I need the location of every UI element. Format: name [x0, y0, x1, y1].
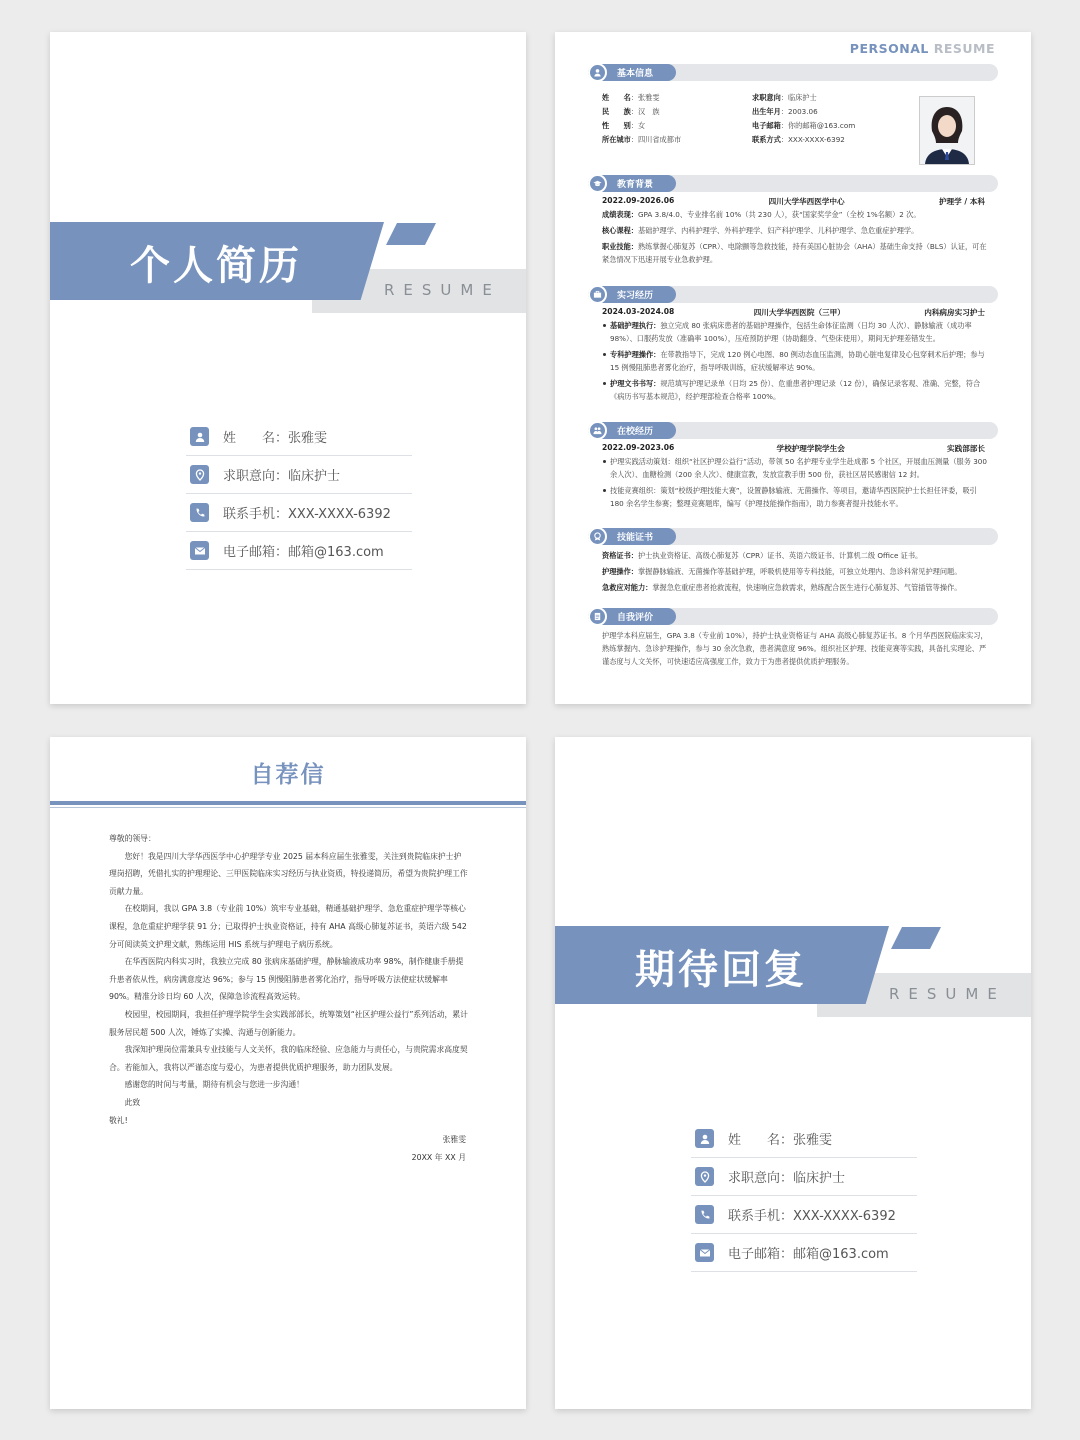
section-title: 在校经历: [617, 427, 654, 437]
internship-bullet: 基础护理执行：独立完成 80 张病床患者的基础护理操作，包括生命体征监测（日均 30 人次）、静脉输液（成功率 98%）、口服药发放（准确率 100%），压疮预防护理（协助翻身、气垫床使用），期间无护理差错发生。: [602, 319, 992, 345]
section-title: 基本信息: [617, 69, 654, 79]
internship-body: [588, 319, 998, 403]
cover-info-intent: [186, 456, 412, 494]
internship-org: 四川大学华西医院（三甲）: [753, 308, 845, 317]
phone-icon: [695, 1205, 714, 1224]
section-title: 教育背景: [617, 180, 654, 190]
back-subtitle: RESUME: [889, 985, 1006, 1003]
letter-paragraph: 在华西医院内科实习时，我独立完成 80 张病床基础护理，静脉输液成功率 98%，制作健康手册提升患者依从性，病房满意度达 96%；参与 15 例慢阻肺患者雾化治疗，指导呼吸方法使症状缓解率 90%。精准分诊日均 60 人次，保障急诊流程高效运转。: [109, 957, 464, 1002]
education-body: [588, 208, 998, 266]
basic-field: 求职意向：临床护士: [752, 93, 817, 102]
cover-letter-page: [50, 737, 526, 1409]
education-degree: 护理学 / 本科: [938, 197, 985, 206]
mail-icon: [695, 1243, 714, 1262]
cover-title: 个人简历: [130, 243, 302, 289]
back-title: 期待回复: [635, 947, 807, 993]
skills-body: [588, 549, 998, 594]
cover-info-text: 姓 名：张雅雯: [223, 431, 328, 446]
cover-info-text: 求职意向：临床护士: [223, 469, 341, 484]
resume-header-personal: PERSONAL: [849, 41, 929, 56]
section-title: 实习经历: [617, 291, 654, 301]
basic-field: 民 族：汉 族: [602, 107, 660, 116]
cover-info-phone: [186, 494, 412, 532]
cover-info-email: [186, 532, 412, 570]
internship-role: 内科病房实习护士: [924, 308, 985, 317]
letter-closing: 敬礼!: [109, 1115, 128, 1125]
user-icon: [695, 1129, 714, 1148]
back-accent-chip: [891, 927, 941, 949]
internship-date: 2024.03-2024.08: [602, 307, 675, 316]
letter-body: [109, 830, 469, 1166]
basic-field: 联系方式：XXX-XXXX-6392: [752, 135, 845, 144]
location-pin-icon: [695, 1167, 714, 1186]
letter-rule-thin: [50, 807, 526, 808]
letter-paragraph: 校园里，校园期间，我担任护理学院学生会实践部部长，统筹策划“社区护理公益行”系列活动，累计服务居民超 500 人次，锤炼了实操、沟通与创新能力。: [109, 1009, 468, 1037]
letter-paragraph: 在校期间，我以 GPA 3.8（专业前 10%）筑牢专业基础，精通基础护理学、急危重症护理学等核心课程，急危重症护理学获 91 分；已取得护士执业资格证，持有 AHA 高级心肺复苏证书，英语六级 542 分可阅读英文护理文献，熟练运用 HIS 系统与护理电子病历系统。: [109, 904, 467, 949]
education-line: 职业技能：熟练掌握心肺复苏（CPR）、电除颤等急救技能，持有美国心脏协会（AHA）基础生命支持（BLS）认证，可在紧急情况下迅速开展专业急救护理。: [602, 242, 987, 264]
campus-body: [588, 455, 998, 510]
campus-bullet: 技能竞赛组织：策划“校级护理技能大赛”，设置静脉输液、无菌操作、等项目，邀请华西医院护士长担任评委，吸引 180 余名学生参赛；整理竞赛题库，编写《护理技能操作指南》，助力参赛者提升技能水平。: [602, 484, 992, 510]
resume-header-resume: RESUME: [933, 41, 995, 56]
people-icon: [588, 421, 607, 440]
basic-field: 所在城市：四川省成都市: [602, 135, 682, 144]
back-info-text: 姓 名：张雅雯: [728, 1133, 833, 1148]
cover-info-text: 电子邮箱：邮箱@163.com: [223, 545, 384, 560]
letter-greeting: 尊敬的领导：: [109, 834, 156, 843]
section-title: 技能证书: [617, 533, 654, 543]
cover-info-text: 联系手机：XXX-XXXX-6392: [223, 507, 391, 522]
internship-bullet: 护理文书书写：规范填写护理记录单（日均 25 份）、危重患者护理记录（12 份），确保记录客观、准确、完整，符合《病历书写基本规范》，经护理部检查合格率 100%。: [602, 377, 992, 403]
back-info-text: 求职意向：临床护士: [728, 1171, 846, 1186]
education-line: 核心课程：基础护理学、内科护理学、外科护理学、妇产科护理学、儿科护理学、急危重症护理学。: [602, 226, 919, 235]
letter-signer: 张雅雯: [442, 1135, 466, 1145]
letter-paragraph: 我深知护理岗位需兼具专业技能与人文关怀，我的临床经验、应急能力与责任心，与贵院需求高度契合。若能加入，我将以严谨态度与爱心，为患者提供优质护理服务，助力团队发展。: [109, 1045, 468, 1072]
internship-bullet: 专科护理操作：在带教指导下，完成 120 例心电图、80 例动态血压监测，协助心脏电复律及心包穿刺术后护理；参与 15 例慢阻肺患者雾化治疗，指导呼吸训练，症状缓解率达 90%。: [602, 348, 992, 374]
basic-field: 电子邮箱：你的邮箱@163.com: [752, 121, 856, 130]
letter-title: 自荐信: [250, 762, 326, 788]
cover-subtitle: RESUME: [384, 281, 501, 299]
education-date: 2022.09-2026.06: [602, 196, 675, 205]
briefcase-icon: [588, 285, 607, 304]
back-info-intent: [691, 1158, 917, 1196]
section-self-evaluation: [588, 608, 998, 668]
education-line: 成绩表现：GPA 3.8/4.0、专业排名前 10%（共 230 人），获“国家奖学金”（全校 1%名额）2 次。: [602, 210, 921, 219]
cover-info-name: [186, 418, 412, 456]
campus-role: 实践部部长: [947, 444, 985, 453]
profile-photo: [919, 96, 975, 165]
phone-icon: [190, 503, 209, 522]
back-info-phone: [691, 1196, 917, 1234]
basic-field: 性 别：女: [602, 121, 646, 130]
back-info-email: [691, 1234, 917, 1272]
campus-org: 学校护理学院学生会: [776, 444, 845, 453]
basic-field: 出生年月：2003.06: [752, 107, 818, 116]
skills-line: 护理操作：掌握静脉输液、无菌操作等基础护理，呼吸机使用等专科技能，可独立处理内、急诊科常见护理问题。: [602, 567, 962, 576]
campus-date: 2022.09-2023.06: [602, 443, 675, 452]
internship-header-row: [588, 307, 998, 318]
user-icon: [588, 63, 607, 82]
section-education: [588, 175, 998, 266]
education-school: 四川大学华西医学中心: [768, 197, 845, 206]
education-header-row: [588, 196, 998, 207]
skills-line: 资格证书：护士执业资格证、高级心肺复苏（CPR）证书、英语六级证书、计算机二级 Office 证书。: [602, 551, 923, 560]
cover-page: [50, 32, 526, 704]
basic-field: 姓 名：张雅雯: [602, 93, 660, 102]
user-icon: [190, 427, 209, 446]
letter-rule-thick: [50, 801, 526, 805]
letter-paragraph: 此致: [124, 1097, 141, 1107]
section-campus: [588, 422, 998, 510]
self-evaluation-text: 护理学本科应届生，GPA 3.8（专业前 10%），持护士执业资格证与 AHA 高级心肺复苏证书。8 个月华西医院临床实习，熟练掌握内、急诊护理操作，参与 30 余次急救，患者满意度 96%。组织社区护理、技能竞赛等实践，具备扎实理论、严谨态度与人文关怀，可快速适应高强度工作，致力于为患者提供优质护理服务。: [602, 631, 988, 666]
back-info-text: 联系手机：XXX-XXXX-6392: [728, 1209, 896, 1224]
campus-header-row: [588, 443, 998, 454]
back-info-name: [691, 1120, 917, 1158]
letter-paragraph: 感谢您的时间与考量，期待有机会与您进一步沟通！: [124, 1080, 304, 1090]
letter-paragraph: 您好！我是四川大学华西医学中心护理学专业 2025 届本科应届生张雅雯，关注到贵院临床护士护理岗招聘，凭借扎实的护理理论、三甲医院临床实习经历与执业资质，特投递简历，希望为贵院护理工作贡献力量。: [109, 851, 468, 896]
resume-header: [850, 41, 995, 56]
back-cover-page: [555, 737, 1031, 1409]
cover-info-list: [186, 418, 412, 570]
cover-accent-chip: [386, 223, 436, 245]
campus-bullet: 护理实践活动策划：组织“社区护理公益行”活动，带领 50 名护理专业学生赴成都 5 个社区，开展血压测量（服务 300 余人次）、血糖检测（200 余人次）、健康宣教，发放宣教手册 500 份，获社区居民感谢信 12 封。: [602, 455, 992, 481]
section-title: 自我评价: [617, 613, 654, 623]
certificate-icon: [588, 527, 607, 546]
skills-line: 急救应对能力：掌握急危重症患者抢救流程，快速响应急救需求，熟练配合医生进行心肺复苏、气管插管等操作。: [602, 583, 962, 592]
back-info-list: [691, 1120, 917, 1272]
letter-date: 20XX 年 XX 月: [411, 1152, 466, 1162]
mail-icon: [190, 541, 209, 560]
location-pin-icon: [190, 465, 209, 484]
document-icon: [588, 607, 607, 626]
back-info-text: 电子邮箱：邮箱@163.com: [728, 1247, 889, 1262]
resume-page: [555, 32, 1031, 704]
graduation-cap-icon: [588, 174, 607, 193]
section-internship: [588, 286, 998, 403]
section-skills: [588, 528, 998, 594]
